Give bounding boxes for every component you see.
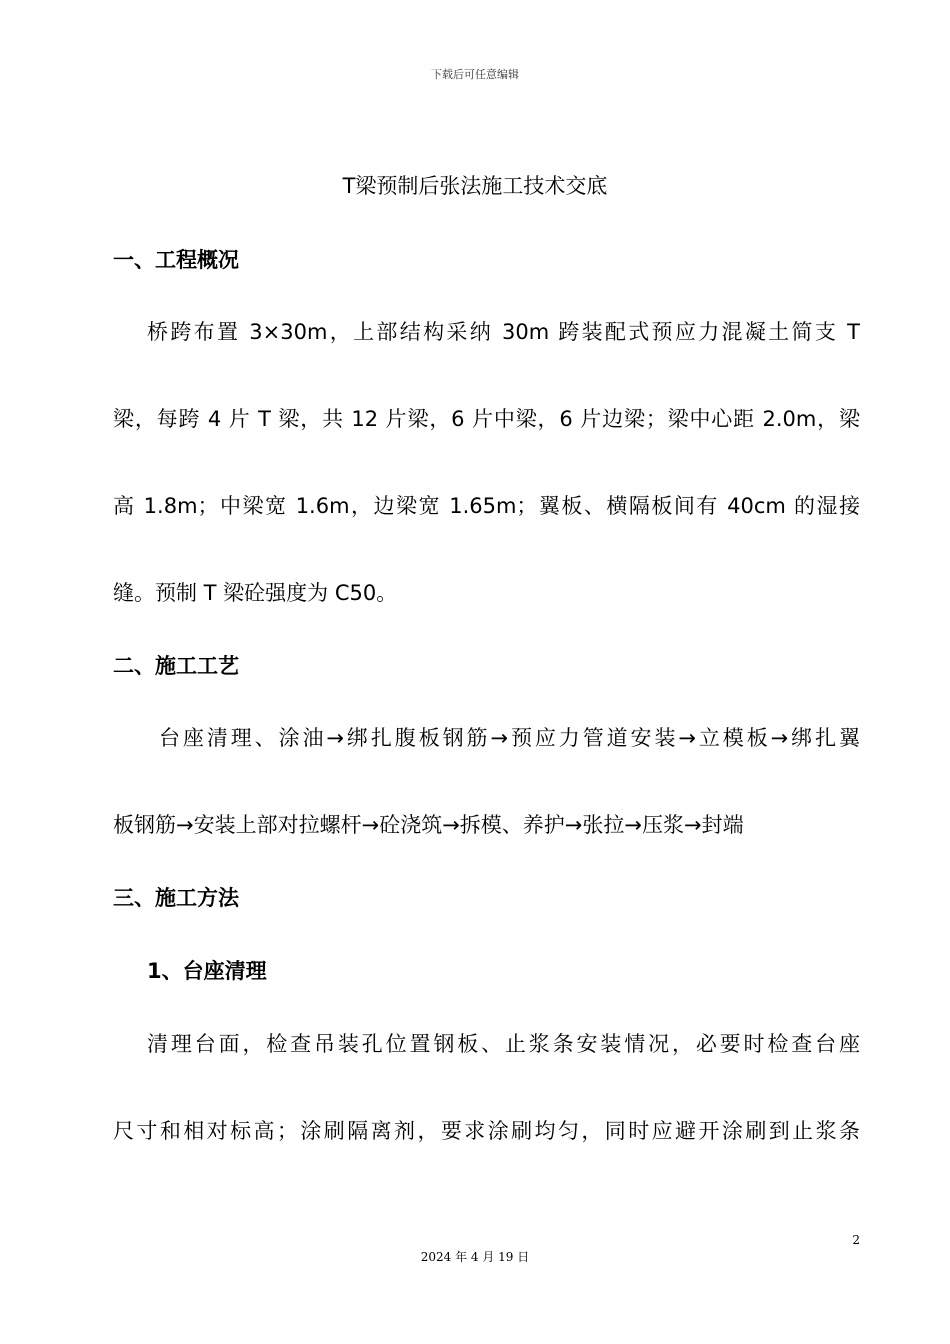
document-title: T梁预制后张法施工技术交底 xyxy=(342,174,608,198)
paragraph-line: 缝。预制 T 梁砼强度为 C50。 xyxy=(113,581,398,605)
header-note: 下载后可任意编辑 xyxy=(431,68,519,81)
section-heading-overview: 一、工程概况 xyxy=(113,248,239,272)
paragraph-line: 台座清理、涂油→绑扎腹板钢筋→预应力管道安装→立模板→绑扎翼 xyxy=(159,726,860,750)
paragraph-line: 高 1.8m；中梁宽 1.6m，边梁宽 1.65m；翼板、横隔板间有 40cm 的湿接 xyxy=(113,494,860,518)
paragraph-line: 梁，每跨 4 片 T 梁，共 12 片梁，6 片中梁，6 片边梁；梁中心距 2.0m，梁 xyxy=(113,407,860,431)
paragraph-line: 桥跨布置 3×30m，上部结构采纳 30m 跨装配式预应力混凝土简支 T xyxy=(147,320,860,344)
section-heading-process: 二、施工工艺 xyxy=(113,654,239,678)
footer-date: 2024 年 4 月 19 日 xyxy=(420,1250,530,1264)
paragraph-line: 板钢筋→安装上部对拉螺杆→砼浇筑→拆模、养护→张拉→压浆→封端 xyxy=(113,813,744,837)
section-heading-method: 三、施工方法 xyxy=(113,886,239,910)
paragraph-line: 清理台面，检查吊装孔位置钢板、止浆条安装情况，必要时检查台座 xyxy=(147,1032,860,1056)
page-number: 2 xyxy=(852,1233,860,1247)
subsection-heading-pedestal-cleaning: 1、台座清理 xyxy=(147,959,267,983)
paragraph-line: 尺寸和相对标高；涂刷隔离剂，要求涂刷均匀，同时应避开涂刷到止浆条 xyxy=(113,1119,860,1143)
